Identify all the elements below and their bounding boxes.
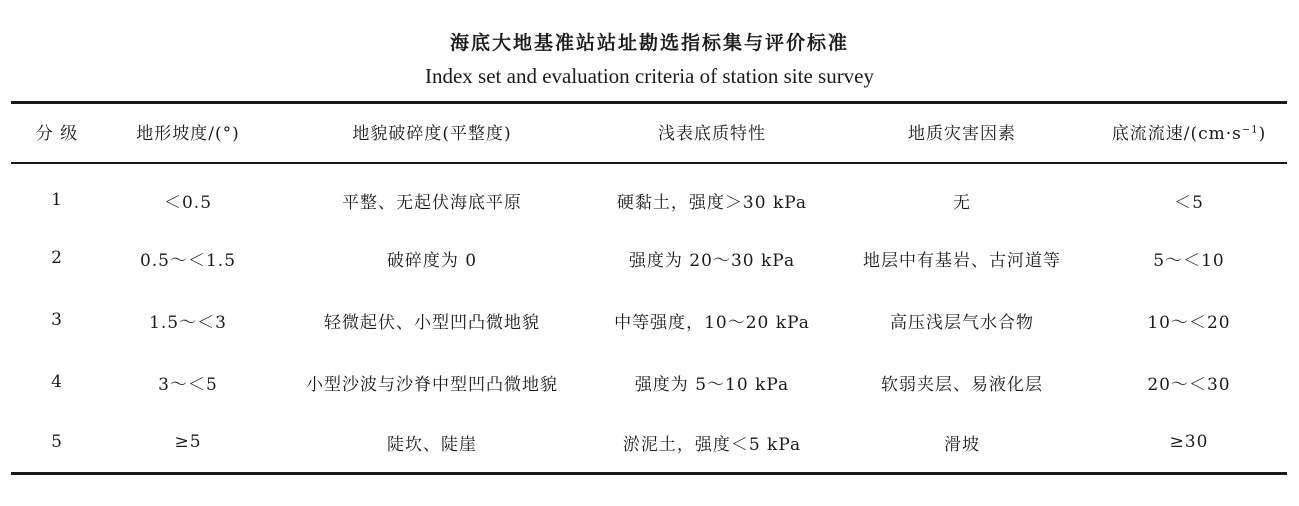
cell-current: ＜5: [1174, 192, 1204, 213]
cell-sediment: 强度为 20～30 kPa: [628, 250, 796, 271]
cell-sediment: 中等强度，10～20 kPa: [614, 312, 810, 333]
cell-grade: 2: [51, 248, 63, 268]
header-current-superscript: −1: [1241, 123, 1259, 135]
header-fragmentation: 地貌破碎度(平整度): [352, 123, 512, 144]
header-current-end: ): [1258, 123, 1267, 144]
cell-grade: 1: [51, 190, 63, 210]
header-hazard: 地质灾害因素: [908, 123, 1016, 144]
cell-fragmentation: 破碎度为 0: [386, 250, 478, 271]
cell-grade: 3: [51, 310, 63, 330]
header-current-text: 底流流速/(cm·s: [1111, 123, 1242, 144]
cell-hazard: 无: [953, 192, 971, 213]
table-row: [11, 238, 1287, 278]
header-rule: [11, 162, 1287, 164]
cell-current: ≥30: [1169, 432, 1209, 452]
top-rule: [11, 101, 1287, 104]
table-row: [11, 362, 1287, 402]
table-row: [11, 180, 1287, 220]
cell-sediment: 淤泥土，强度＜5 kPa: [622, 434, 802, 455]
header-current: [1091, 119, 1287, 144]
cell-slope: 3～＜5: [158, 374, 218, 395]
header-sediment: 浅表底质特性: [658, 123, 766, 144]
table-title-chinese: 海底大地基准站站址勘选指标集与评价标准: [449, 32, 849, 54]
cell-sediment: 强度为 5～10 kPa: [634, 374, 790, 395]
header-slope: 地形坡度/(°): [136, 123, 240, 144]
cell-fragmentation: 陡坎、陡崖: [387, 434, 477, 455]
cell-hazard: 高压浅层气水合物: [890, 312, 1034, 333]
cell-fragmentation: 轻微起伏、小型凹凸微地貌: [324, 312, 540, 333]
cell-slope: ≥5: [174, 432, 202, 452]
cell-current: 20～＜30: [1147, 374, 1231, 395]
bottom-rule: [11, 472, 1287, 475]
header-grade: 分 级: [35, 123, 79, 144]
table-row: [11, 422, 1287, 462]
table-title-english: Index set and evaluation criteria of station site survey: [424, 64, 875, 88]
cell-grade: 5: [51, 432, 63, 452]
cell-sediment: 硬黏土，强度＞30 kPa: [616, 192, 808, 213]
cell-grade: 4: [51, 372, 63, 392]
cell-slope: ＜0.5: [163, 192, 213, 213]
cell-slope: 0.5～＜1.5: [139, 250, 237, 271]
cell-fragmentation: 小型沙波与沙脊中型凹凸微地貌: [306, 374, 558, 395]
cell-hazard: 滑坡: [944, 434, 980, 455]
cell-fragmentation: 平整、无起伏海底平原: [342, 192, 522, 213]
cell-current: 5～＜10: [1153, 250, 1225, 271]
cell-hazard: 软弱夹层、易液化层: [881, 374, 1043, 395]
cell-slope: 1.5～＜3: [149, 312, 227, 333]
cell-current: 10～＜20: [1147, 312, 1231, 333]
cell-hazard: 地层中有基岩、古河道等: [863, 250, 1061, 271]
table-header-row: [11, 111, 1287, 151]
table-row: [11, 300, 1287, 340]
